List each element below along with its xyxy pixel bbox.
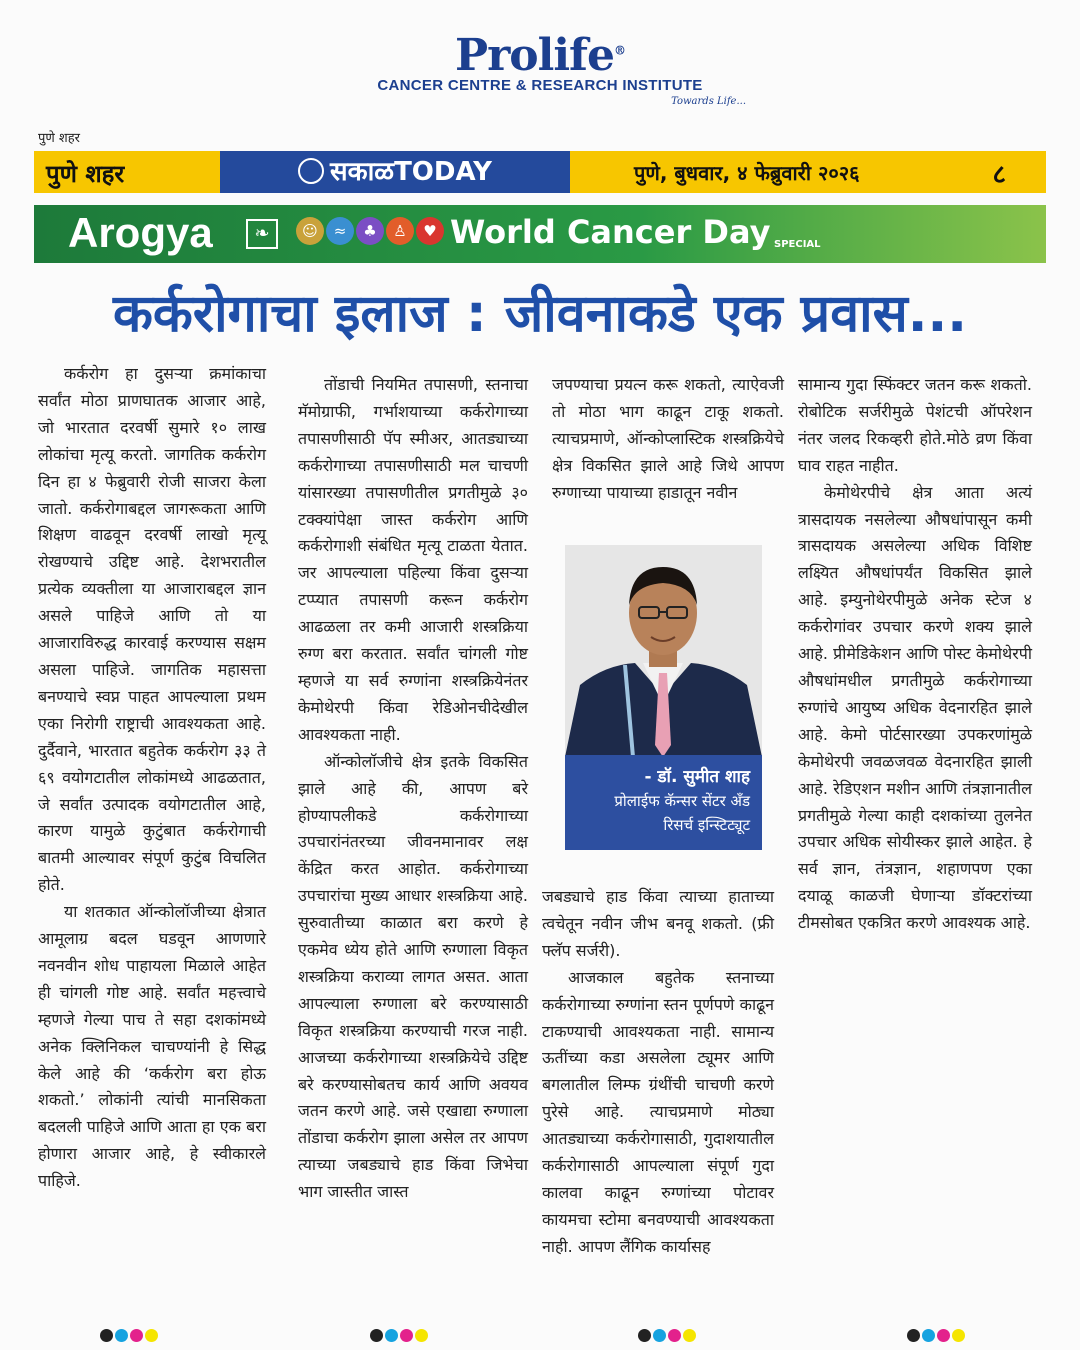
print-registration-marks — [907, 1327, 967, 1341]
prolife-logo — [0, 30, 1080, 94]
paragraph: केमोथेरपीचे क्षेत्र आता अत्यं त्रासदायक नसलेल्या औषधांपासून कमी त्रासदायक असलेल्या अधिक विशिष्ट लक्ष्यित औषधांपर्यंत विकसित झाले आहे. इम्युनोथेरपीमुळे अनेक स्टेज ४ कर्करोगांवर उपचार करणे शक्य झाले आहे. प्रीमेडिकेशन आणि पोस्ट केमोथेरपी औषधांमधील प्रगतीमुळे कर्करोगाच्या रुग्णांचे आयुष्य अधिक वेदनारहित झाले आहे. केमो पोर्टसारख्या उपकरणांमुळे केमोथेरपी जवळजवळ वेदनारहित झाली आहे. रेडिएशन मशीन आणि तंत्रज्ञानातील प्रगतीमुळे गेल्या काही दशकांच्या तुलनेत उपचार अधिक सोयीस्कर झाले आहेत. हे सर्व ज्ञान, तंत्रज्ञान, शहाणपण एका दयाळू काळजी घेणाऱ्या डॉक्टरांच्या टीमसोबत एकत्रित करणे आवश्यक आहे. — [798, 482, 1032, 933]
leaf-icon: ❧ — [246, 219, 278, 249]
article-column-3-bottom — [542, 884, 774, 1261]
article-column-4 — [798, 372, 1032, 937]
person-icon: ♙ — [386, 217, 414, 245]
newspaper-brand: सकाळTODAY — [220, 151, 570, 193]
section-banner — [34, 205, 1046, 263]
doctor-photo — [565, 545, 762, 757]
paragraph: कर्करोग हा दुसऱ्या क्रमांकाचा सर्वांत मोठा प्राणघातक आजार आहे, जो भारतात दरवर्षी सुमारे १० लाख लोकांचा मृत्यू करतो. जागतिक कर्करोग दिन हा ४ फेब्रुवारी रोजी साजरा केला जातो. कर्करोगाबद्दल जागरूकता आणि शिक्षण वाढवून दरवर्षी लाखो मृत्यू रोखण्याचे उद्दिष्ट आहे. देशभरातील प्रत्येक व्यक्तीला या आजाराबद्दल ज्ञान असले पाहिजे आणि तो या आजाराविरुद्ध कारवाई करण्यास सक्षम असला पाहिजे. जागतिक महासत्ता बनण्याचे स्वप्न पाहत आपल्याला प्रथम एका निरोगी राष्ट्राची आवश्यकता आहे. दुर्दैवाने, भारतात बहुतेक कर्करोग ३३ ते ६९ वयोगटातील लोकांमध्ये आढळतात, जे सर्वांत उत्पादक वयोगटातील आहे, कारण यामुळे कुटुंबात कर्करोगाची बातमी आल्यावर संपूर्ण कुटुंब विचलित होते. — [38, 364, 266, 895]
article-column-3-top — [552, 372, 784, 507]
paragraph: जबड्याचे हाड किंवा त्याच्या हाताच्या त्वचेतून नवीन जीभ बनवू शकतो. (फ्री फ्लॅप सर्जरी). — [542, 887, 774, 960]
paragraph: आजकाल बहुतेक स्तनाच्या कर्करोगाच्या रुग्णांना स्तन पूर्णपणे काढून टाकण्याची आवश्यकता नाही. सामान्य ऊतींच्या कडा असलेला ट्यूमर आणि बगलातील लिम्फ ग्रंथींची चाचणी करणे पुरेसे आहे. त्याचप्रमाणे मोठ्या आतड्याच्या कर्करोगासाठी, गुदाशयातील कर्करोगासाठी आपल्याला संपूर्ण गुदा कालवा काढून रुग्णांच्या पोटावर कायमचा स्टोमा बनवण्याची आवश्यकता नाही. आपण लैंगिक कार्यासह — [542, 967, 774, 1256]
water-icon: ≈ — [326, 217, 354, 245]
masthead-city: पुणे शहर — [46, 160, 125, 188]
print-registration-marks — [370, 1327, 430, 1341]
photo-caption — [565, 755, 762, 850]
logo-wordmark: Prolife® — [455, 30, 625, 81]
caption-line: प्रोलाईफ कॅन्सर सेंटर अँड — [614, 792, 750, 810]
section-label: पुणे शहर — [38, 131, 80, 146]
article-column-1 — [38, 361, 266, 1195]
print-registration-marks — [100, 1327, 160, 1341]
print-registration-marks — [638, 1327, 698, 1341]
logo-subtitle: CANCER CENTRE & RESEARCH INSTITUTE — [377, 77, 703, 94]
paragraph: ऑन्कोलॉजीचे क्षेत्र इतके विकसित झाले आहे की, आपण बरे होण्यापलीकडे कर्करोगाच्या उपचारांनंतरच्या जीवनमानावर लक्ष केंद्रित करत आहोत. कर्करोगाच्या उपचारांचा मुख्य आधार शस्त्रक्रिया आहे. सुरुवातीच्या काळात बरा करणे हे एकमेव ध्येय होते आणि रुग्णाला विकृत शस्त्रक्रिया कराव्या लागत असत. आता आपल्याला रुग्णाला बरे करण्यासाठी विकृत शस्त्रक्रिया करण्याची गरज नाही. आजच्या कर्करोगाच्या शस्त्रक्रियेचे उद्दिष्ट बरे करण्यासोबतच कार्य आणि अवयव जतन करणे आहे. जसे एखाद्या रुग्णाला तोंडाचा कर्करोग झाला असेल तर आपण त्याच्या जबड्याचे हाड किंवा जिभेचा भाग जास्तीत जास्त — [298, 751, 528, 1202]
special-tag: SPECIAL — [774, 239, 821, 250]
paragraph: जपण्याचा प्रयत्न करू शकतो, त्याऐवजी तो मोठा भाग काढून टाकू शकतो. त्याचप्रमाणे, ऑन्कोप्लास्टिक शस्त्रक्रियेचे क्षेत्र विकसित झाले आहे जिथे आपण रुग्णाच्या पायाच्या हाडातून नवीन — [552, 375, 784, 502]
article-column-2 — [298, 372, 528, 1206]
paragraph: तोंडाची नियमित तपासणी, स्तनाचा मॅमोग्राफी, गर्भाशयाच्या कर्करोगाच्या तपासणीसाठी पॅप स्मीअर, आतड्याच्या कर्करोगाच्या तपासणीसाठी मल चाचणी यांसारख्या तपासणीतील प्रगतीमुळे ३० टक्क्यांपेक्षा जास्त कर्करोग आणि कर्करोगाशी संबंधित मृत्यू टाळता येतात. जर आपल्याला पहिल्या किंवा दुसऱ्या टप्प्यात तपासणी करून कर्करोग आढळला तर कमी आजारी शस्त्रक्रिया रुग्ण बरा करतात. सर्वांत चांगली गोष्ट म्हणजे या सर्व रुग्णांना शस्त्रक्रियेनंतर केमोथेरपी किंवा रेडिओनचीदेखील आवश्यकता नाही. — [298, 375, 528, 744]
world-cancer-day-title: World Cancer Day — [450, 213, 771, 251]
yoga-icon: ☺ — [296, 217, 324, 245]
masthead-bar — [34, 151, 1046, 193]
heart-icon: ♥ — [416, 217, 444, 245]
fitness-icon: ♣ — [356, 217, 384, 245]
arogya-title: Arogya — [68, 209, 213, 256]
paragraph: सामान्य गुदा स्फिंक्टर जतन करू शकतो. रोबोटिक सर्जरीमुळे पेशंटची ऑपरेशन नंतर जलद रिकव्हरी होते.मोठे व्रण किंवा घाव राहत नाहीत. — [798, 375, 1032, 475]
logo-tagline: Towards Life... — [671, 96, 746, 107]
sakal-emblem-icon — [298, 158, 324, 184]
caption-name: - डॉ. सुमीत शाह — [644, 767, 750, 787]
caption-line: रिसर्च इन्स्टिट्यूट — [663, 816, 750, 834]
paragraph: या शतकात ऑन्कोलॉजीच्या क्षेत्रात आमूलाग्र बदल घडवून आणणारे नवनवीन शोध पाहायला मिळाले आहेत ही चांगली गोष्ट आहे. सर्वांत महत्त्वाचे म्हणजे गेल्या पाच ते सहा दशकांमध्ये अनेक क्लिनिकल चाचण्यांनी हे सिद्ध केले आहे की ‘कर्करोग बरा होऊ शकतो.’ लोकांनी त्यांची मानसिकता बदलली पाहिजे आणि आता हा एक बरा होणारा आजार आहे, हे स्वीकारले पाहिजे. — [38, 902, 266, 1191]
issue-date: पुणे, बुधवार, ४ फेब्रुवारी २०२६ — [634, 161, 860, 185]
health-icons — [296, 217, 446, 245]
page-number: ८ — [992, 160, 1006, 190]
headline: कर्करोगाचा इलाज : जीवनाकडे एक प्रवास... — [112, 284, 968, 344]
